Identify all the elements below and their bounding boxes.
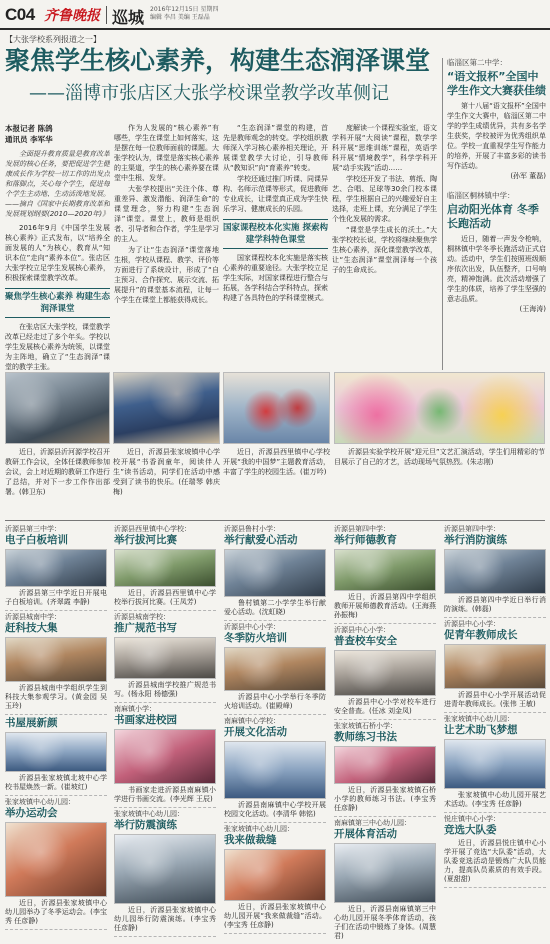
article-paragraph: 度解读一个课程实验室，语文学科开展“大阅读”课程，数学学科开展“思维训练”课程，英语学科开展“情境教学”，科学学科开展“动手实践”活动…… xyxy=(332,124,437,172)
photo-caption: 书画家走进沂源县南麻镇小学进行书画交流。(李光辉 王辰) xyxy=(114,786,216,803)
section-divider xyxy=(5,520,545,521)
brief-item xyxy=(224,523,326,621)
brief-item xyxy=(114,523,216,611)
news-photo xyxy=(114,729,216,784)
article-paragraph: 在张店区大张学校，课堂教学改革已经走过了多个年头。学校以学生发展核心素养为统领，以课堂为主阵地，确立了“生态润泽”课堂的教学主张。 xyxy=(5,323,110,370)
brief-item xyxy=(5,611,107,715)
news-photo xyxy=(334,549,436,591)
news-photo xyxy=(334,650,436,696)
brief-title: 教师练习书法 xyxy=(334,731,397,743)
news-photo xyxy=(224,849,326,901)
article-paragraph: 学校还通过推门听课、同课异构、名师示范课等形式，促进教师专业成长，让课堂真正成为学生快乐学习、健康成长的乐园。 xyxy=(223,175,328,213)
headline: 聚焦学生核心素养，构建生态润泽课堂 xyxy=(5,46,431,75)
photo-caption: 沂源县中心小学举行冬季防火培训活动。(崔殿峰) xyxy=(224,693,326,710)
brief-school: 临淄区第二中学： xyxy=(447,58,507,67)
brief-school: 张家坡镇石桥小学： xyxy=(334,722,397,730)
photo-caption: 近日，沂源县张家坡镇中心幼儿园开展“我来做裁缝”活动。(李宝秀 任彦静) xyxy=(224,903,326,929)
brief-item xyxy=(334,720,436,817)
article-subheading: 聚焦学生核心素养 构建生态润泽课堂 xyxy=(5,288,110,318)
brief-title: 赶科技大集 xyxy=(5,622,58,634)
news-photo xyxy=(334,843,436,903)
brief-item xyxy=(444,618,546,713)
article-paragraph: 大张学校提出“关注个体、尊重差异、激发潜能、润泽生命”的课堂理念，努力构建“生态润泽”课堂。课堂上，教师是组织者、引导者和合作者，学生是学习的主人。 xyxy=(114,185,219,243)
article-paragraph: 学校还开发了书法、剪纸、陶艺、合唱、足球等30余门校本课程，学生根据自己的兴趣爱好自主选择，走班上课，充分满足了学生个性化发展的需求。 xyxy=(332,175,437,223)
brief-title: 举行献爱心活动 xyxy=(224,534,298,546)
brief-title: 书画家进校园 xyxy=(114,714,177,726)
page-number: C04 xyxy=(5,5,35,24)
byline: 通讯员 李军华 xyxy=(5,135,53,144)
brief-item xyxy=(5,796,107,930)
article-subheading: 国家课程校本化实施 探索构建学科特色课堂 xyxy=(223,219,328,249)
news-photo xyxy=(113,372,220,444)
photo-news-item xyxy=(334,372,545,518)
brief-title: 举行防震演练 xyxy=(114,819,177,831)
photo-caption: 沂源县南麻镇中心学校开展校园文化活动。(李清华 韩铭) xyxy=(224,801,326,818)
news-photo xyxy=(444,739,546,789)
brief-title: 开展文化活动 xyxy=(224,726,287,738)
brief-school: 沂源县中心小学： xyxy=(334,626,390,634)
brief-title: 冬季防火培训 xyxy=(224,632,287,644)
article-paragraph: “生态润泽”课堂的构建，首先是教师观念的转变。学校组织教师深入学习核心素养相关理论，开展课堂教学大讨论，引导教师从“教知识”向“育素养”转变。 xyxy=(223,124,328,172)
brief-title: 举行消防演练 xyxy=(444,534,507,546)
news-photo xyxy=(224,549,326,597)
brief-title: 书屋展新颜 xyxy=(5,717,58,729)
issue-info xyxy=(150,6,218,22)
photo-caption: 沂源县中心小学开展活动促进青年教师成长。(张伟 王敏) xyxy=(444,691,546,708)
news-photo xyxy=(444,549,546,594)
article-paragraph: 为了让“生态润泽”课堂落地生根，学校从课程、教学、评价等方面进行了系统设计，形成了“自主预习、合作探究、展示交流、拓展提升”的课堂基本流程，让每一个学生在课堂上都能获得成长。 xyxy=(114,246,219,304)
sidebar-brief xyxy=(447,58,546,181)
news-photo xyxy=(334,372,545,444)
photo-caption: 沂源县第三中学近日开展电子白板培训。(齐翠霞 李静) xyxy=(5,589,107,606)
series-tag: 【大张学校系列报道之一】 xyxy=(5,35,101,44)
brief-title: 举行拔河比赛 xyxy=(114,534,177,546)
brief-body: 近日，随着一声发令枪响，桐林镇中学冬季长跑活动正式启动。活动中，学生们按照班级顺序依次出发，队伍整齐，口号响亮，精神饱满。此次活动增强了学生的体质，培养了学生坚强的意志品质。 xyxy=(447,235,546,303)
brief-school: 沂源县鲁村小学： xyxy=(224,525,280,533)
article-paragraph: 国家课程校本化实施是落实核心素养的重要途径。大张学校立足学生实际，对国家课程进行整合与拓展，各学科结合学科特点，探索构建了各具特色的学科课堂模式。 xyxy=(223,254,328,302)
article-paragraph: “课堂是学生成长的沃土。”大张学校校长说，学校将继续聚焦学生核心素养，深化课堂教学改革，让“生态润泽”课堂润泽每一个孩子的生命成长。 xyxy=(332,226,437,274)
news-photo xyxy=(334,746,436,784)
brief-item xyxy=(444,713,546,813)
brief-title: 电子白板培训 xyxy=(5,534,68,546)
news-photo xyxy=(114,834,216,904)
sidebar-briefs xyxy=(442,58,546,370)
brief-school: 沂源县第三中学： xyxy=(5,525,61,533)
brief-school: 张家坡镇中心幼儿园： xyxy=(444,715,514,723)
photo-caption: 近日，沂源县沂河源学校召开教研工作会议，全体任课教师参加会议，会上对近期的教研工作进行了总结，并对下一步工作作出部署。(韩卫东) xyxy=(5,448,110,496)
newspaper-logo: 齐鲁晚报 xyxy=(44,8,100,24)
photo-caption: 沂源县城南中学组织学生到科技大集参观学习。(黄金园 吴玉玲) xyxy=(5,684,107,710)
article-lead: 全面提升教育质量是教育改革发展的核心任务，要把促进学生健康成长作为学校一切工作的出发点和落脚点，关心每个学生，促进每个学生主动地、生动活泼地发展。——摘自《国家中长期教育改革和发展规划纲要(2010—2020年)》 xyxy=(5,150,110,218)
editors-credit: 编辑 李昌 美编 王磊晶 xyxy=(150,14,210,21)
article-column xyxy=(332,123,437,370)
sidebar-brief xyxy=(447,191,546,314)
brief-title: 举办运动会 xyxy=(5,807,58,819)
brief-title: 举行师德教育 xyxy=(334,534,397,546)
brief-column xyxy=(114,523,216,944)
news-photo xyxy=(114,549,216,587)
photo-news-item xyxy=(113,372,220,518)
brief-title: 启动阳光体育 冬季长跑活动 xyxy=(447,203,539,230)
news-photo xyxy=(5,372,110,444)
brief-school: 沂源县中心小学： xyxy=(224,623,280,631)
photo-caption: 近日，沂源县张家坡镇中心学校开展“书香润童年，阅读伴人生”读书活动，同学们在活动中感受到了读书的快乐。(任瑞琴 韩庆梅) xyxy=(113,448,220,496)
brief-column xyxy=(334,523,436,944)
brief-item xyxy=(334,523,436,624)
article-paragraph: 2016年9月《中国学生发展核心素养》正式发布，以“培养全面发展的人”为核心，教育从“知识本位”走向“素养本位”。张店区大张学校立足学生发展核心素养，积极探索课堂教学改革。 xyxy=(5,224,110,282)
photo-news-row xyxy=(0,372,550,520)
brief-school: 沂源县西里镇中心学校： xyxy=(114,525,191,533)
brief-school: 南麻镇中心学校： xyxy=(224,717,280,725)
brief-item xyxy=(224,621,326,715)
brief-school: 沂源县第四中学： xyxy=(444,525,500,533)
brief-credit: (王海涛) xyxy=(519,305,546,313)
photo-news-item xyxy=(5,372,110,518)
brief-item xyxy=(224,823,326,934)
brief-title: 让艺术助飞梦想 xyxy=(444,724,518,736)
photo-caption: 沂源县实验学校开展“迎元旦”文艺汇演活动，学生们用精彩的节目展示了自己的才艺，活动现场气氛热烈。(朱志刚) xyxy=(334,448,545,466)
brief-item xyxy=(114,611,216,703)
brief-column xyxy=(224,523,326,944)
brief-item xyxy=(444,813,546,888)
news-photo xyxy=(224,741,326,799)
photo-caption: 沂源县张家坡镇北坡中心学校书屋焕然一新。(崔坡红) xyxy=(5,774,107,791)
brief-title: 我来做裁缝 xyxy=(224,834,277,846)
byline: 本报记者 陈鸽 xyxy=(5,124,53,133)
brief-item xyxy=(114,703,216,808)
subtitle: ——淄博市张店区大张学校课堂教学改革侧记 xyxy=(29,83,389,104)
news-photo xyxy=(5,822,107,897)
news-photo xyxy=(223,372,330,444)
photo-caption: 张家坡镇中心幼儿园开展艺术活动。(李宝秀 任彦静) xyxy=(444,791,546,808)
brief-column xyxy=(5,523,107,944)
brief-item xyxy=(114,808,216,937)
photo-news-item xyxy=(223,372,330,518)
masthead xyxy=(0,0,550,30)
photo-caption: 近日，沂源县张家坡镇中心幼儿园举办了冬季运动会。(李宝秀 任彦静) xyxy=(5,899,107,925)
masthead-divider xyxy=(106,6,107,24)
brief-item xyxy=(334,817,436,944)
brief-item xyxy=(334,624,436,720)
brief-body: 第十八届“语文报杯”全国中学生作文大赛中，临淄区第二中学的学生成绩优异，共有多名学生获奖，学校被评为优秀组织单位。学校一直重视学生写作能力的培养，开展了丰富多彩的读书写作活动。 xyxy=(447,102,546,170)
brief-school: 南麻镇第三中心幼儿园： xyxy=(334,819,411,827)
brief-school: 沂源县城南中学： xyxy=(5,613,61,621)
brief-item xyxy=(224,715,326,823)
brief-credit: (孙军 董磊) xyxy=(510,172,546,180)
news-photo xyxy=(5,732,107,772)
brief-school: 沂源县中心小学： xyxy=(444,620,500,628)
article-column xyxy=(114,123,219,370)
brief-school: 张家坡镇中心幼儿园： xyxy=(224,825,294,833)
article-column xyxy=(223,123,328,370)
brief-school: 南麻镇小学： xyxy=(114,705,156,713)
brief-title: “语文报杯”全国中学生作文大赛获佳绩 xyxy=(447,70,546,97)
brief-school: 悦庄镇中心小学： xyxy=(444,815,500,823)
photo-caption: 沂源县城南学校推广规范书写。(杨永阳 杨德强) xyxy=(114,681,216,698)
photo-caption: 近日，沂源县张家坡镇石桥小学的教师练习书法。(李宝秀 任彦静) xyxy=(334,786,436,812)
photo-caption: 近日，沂源县西里镇中心学校开展“我的中国梦”主题教育活动，丰富了学生的校园生活。(崔万吟) xyxy=(223,448,330,476)
news-photo xyxy=(114,637,216,679)
photo-caption: 近日，沂源县张家坡镇中心幼儿园举行防震演练。(李宝秀 任彦静) xyxy=(114,906,216,932)
brief-news-grid xyxy=(0,523,550,944)
brief-school: 临淄区桐林镇中学： xyxy=(447,191,515,200)
photo-caption: 沂源县第四中学近日举行消防演练。(韩磊) xyxy=(444,596,546,613)
brief-school: 张家坡镇中心幼儿园： xyxy=(114,810,184,818)
brief-title: 普查校车安全 xyxy=(334,635,397,647)
feature-article xyxy=(5,33,437,370)
brief-column xyxy=(444,523,546,944)
brief-title: 促青年教师成长 xyxy=(444,629,518,641)
photo-caption: 近日，沂源县西里镇中心学校举行拔河比赛。(王凤芳) xyxy=(114,589,216,606)
photo-caption: 近日，沂源县第四中学组织教师开展师德教育活动。(王海燕 孙振梅) xyxy=(334,593,436,619)
brief-school: 沂源县第四中学： xyxy=(334,525,390,533)
photo-caption: 近日，沂源县南麻镇第三中心幼儿园开展冬季体育活动，孩子们在活动中锻炼了身体。(周慧君) xyxy=(334,905,436,940)
news-photo xyxy=(5,637,107,682)
article-paragraph: 作为人发展的“核心素养”有哪些，学生在课堂上如何落实，这是摆在每一位教师面前的课题。大张学校认为，课堂是落实核心素养的主渠道，学生的核心素养要在课堂中生根、发芽。 xyxy=(114,124,219,182)
brief-title: 开展体育活动 xyxy=(334,828,397,840)
brief-item xyxy=(444,523,546,618)
brief-school: 张家坡镇中心幼儿园： xyxy=(5,798,75,806)
photo-caption: 沂源县中心小学对校车进行安全普查。(任冰 刘金凤) xyxy=(334,698,436,715)
article-column xyxy=(5,123,110,370)
news-photo xyxy=(444,644,546,689)
brief-school: 沂源县城南学校： xyxy=(114,613,170,621)
section-name: 巡城 xyxy=(112,8,145,27)
brief-item xyxy=(5,523,107,611)
photo-caption: 近日，沂源县悦庄镇中心小学开展了竞选“大队委”活动，大队委竞选活动是锻炼广大队员能力，提高队员素质的有效手段。(夏甜甜) xyxy=(444,839,546,883)
photo-caption: 鲁村镇第二小学学生举行献爱心活动。(沈虹晓) xyxy=(224,599,326,616)
article-columns xyxy=(5,123,437,370)
news-photo xyxy=(5,549,107,587)
news-photo xyxy=(224,647,326,691)
brief-title: 推广规范书写 xyxy=(114,622,177,634)
brief-item xyxy=(5,715,107,796)
brief-title: 竞选大队委 xyxy=(444,824,497,836)
issue-date: 2016年12月15日 星期四 xyxy=(150,6,219,13)
